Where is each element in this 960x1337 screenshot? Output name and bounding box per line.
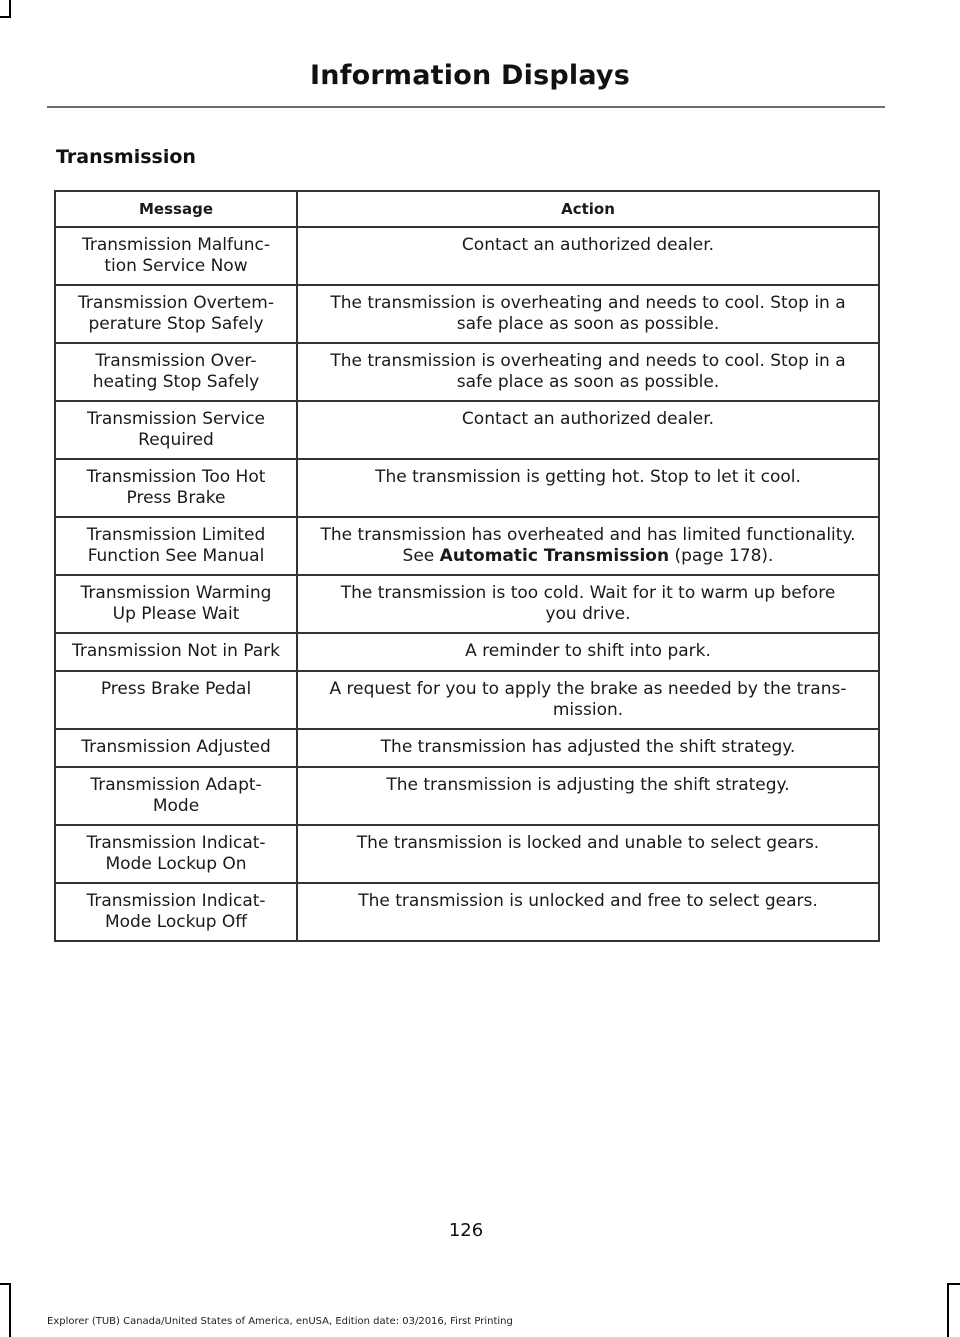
chapter-title: Information Displays [310,60,630,91]
action-text-line: Contact an authorized dealer. [461,235,715,255]
table-row [55,285,879,343]
action-text-line: A reminder to shift into park. [465,641,711,661]
footer-edition-info: Explorer (TUB) Canada/United States of America, enUSA, Edition date: 03/2016, First Printing [47,1316,513,1327]
message-text-line: tion Service Now [104,256,248,276]
message-text-line: Transmission Malfunc- [81,235,271,255]
transmission-messages-table [54,190,880,942]
table-row [55,883,879,941]
action-cell [297,825,879,883]
message-cell [55,575,297,633]
action-cell [297,633,879,671]
message-cell [55,671,297,729]
action-cell [297,227,879,285]
action-cell [297,729,879,767]
action-text-line: The transmission is overheating and needs to cool. Stop in a [330,293,846,313]
message-text-line: Transmission Indicat- [86,833,266,853]
crop-mark-bottom-left-h [0,1283,11,1285]
message-cell [55,767,297,825]
message-text-line: Required [138,430,214,450]
message-text-line: Transmission Adjusted [81,737,271,757]
message-text-line: Transmission Too Hot [86,467,266,487]
crop-mark-bottom-left-v [9,1283,11,1337]
table-row [55,459,879,517]
see-prefix: See [402,546,440,566]
column-header-message: Message [55,191,297,227]
message-text-line: Press Brake [126,488,226,508]
table-row [55,767,879,825]
message-text-line: Transmission Over- [95,351,257,371]
message-text-line: Press Brake Pedal [100,679,252,699]
action-cell [297,459,879,517]
message-text-line: Transmission Overtem- [78,293,274,313]
action-cell [297,575,879,633]
message-text-line: Transmission Limited [86,525,266,545]
message-text-line: Mode Lockup Off [104,912,248,932]
see-page-suffix: (page 178). [669,546,774,566]
action-text-line: The transmission is adjusting the shift strategy. [386,775,790,795]
table-row [55,343,879,401]
message-cell [55,825,297,883]
table-row [55,671,879,729]
table-body [55,227,879,941]
action-cell [297,767,879,825]
cross-reference-link[interactable]: Automatic Transmission [439,546,670,566]
action-text-line: A request for you to apply the brake as needed by the trans- [329,679,847,699]
header-divider [47,106,885,108]
action-cell [297,671,879,729]
crop-mark-bottom-right-h [947,1283,960,1285]
action-text-line: mission. [552,700,624,720]
table-row [55,575,879,633]
action-text-line: The transmission is locked and unable to select gears. [356,833,820,853]
message-cell [55,459,297,517]
table-row [55,227,879,285]
action-cell [297,285,879,343]
table-row [55,825,879,883]
action-text-line: The transmission is unlocked and free to select gears. [358,891,818,911]
table-row [55,517,879,575]
table-row [55,729,879,767]
action-cell [297,343,879,401]
message-cell [55,633,297,671]
action-cell [297,517,879,575]
message-cell [55,517,297,575]
action-text-line: The transmission has adjusted the shift strategy. [380,737,796,757]
action-cell [297,401,879,459]
table-header-row [55,191,879,227]
action-text-line: The transmission is getting hot. Stop to let it cool. [375,467,801,487]
message-text-line: Transmission Adapt- [90,775,262,795]
action-text-line: you drive. [545,604,631,624]
message-text-line: heating Stop Safely [92,372,260,392]
table-row [55,633,879,671]
column-header-action: Action [297,191,879,227]
message-text-line: Mode [152,796,200,816]
message-cell [55,285,297,343]
message-cell [55,227,297,285]
message-cell [55,883,297,941]
crop-mark-bottom-right-v [947,1283,949,1337]
table-row [55,401,879,459]
action-text-line: safe place as soon as possible. [456,372,720,392]
message-text-line: Mode Lockup On [105,854,247,874]
action-text-line: safe place as soon as possible. [456,314,720,334]
action-text-line: The transmission has overheated and has limited functionality. [320,525,856,545]
message-text-line: Transmission Warming [80,583,272,603]
message-text-line: Function See Manual [87,546,265,566]
message-text-line: Transmission Service [86,409,266,429]
message-text-line: perature Stop Safely [88,314,264,334]
action-text-line: Contact an authorized dealer. [461,409,715,429]
message-cell [55,343,297,401]
message-text-line: Transmission Not in Park [71,641,281,661]
message-text-line: Transmission Indicat- [86,891,266,911]
action-cell [297,883,879,941]
page-number: 126 [448,1220,484,1241]
crop-mark-top-left-h [0,16,11,18]
message-cell [55,401,297,459]
message-text-line: Up Please Wait [112,604,240,624]
section-title: Transmission [56,146,196,168]
action-text-line: The transmission is too cold. Wait for it to warm up before [340,583,836,603]
action-text-line: The transmission is overheating and needs to cool. Stop in a [330,351,846,371]
message-cell [55,729,297,767]
